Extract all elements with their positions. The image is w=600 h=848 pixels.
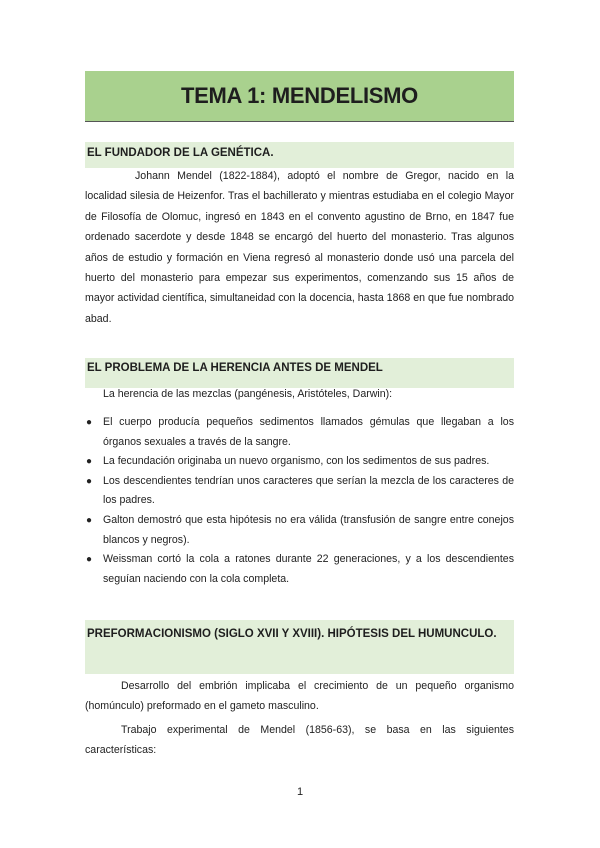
bullet-icon: ● [86, 475, 93, 487]
mendel-work-paragraph-text: Trabajo experimental de Mendel (1856-63), se basa en las siguientes características: [85, 724, 514, 757]
bullet-icon: ● [86, 514, 93, 526]
list-item [85, 413, 514, 452]
section-heading-preformationism [85, 620, 514, 674]
page-number: 1 [296, 786, 304, 798]
section-heading-founder [85, 142, 514, 168]
preformationism-paragraph [85, 676, 514, 717]
title-banner [85, 71, 514, 122]
list-item [85, 550, 514, 589]
list-item-text: Galton demostró que esta hipótesis no era válida (transfusión de sangre entre conejos blancos y negros). [103, 513, 514, 546]
list-item [85, 511, 514, 550]
list-item-text: El cuerpo producía pequeños sedimentos llamados gémulas que llegaban a los órganos sexuales a través de la sangre. [103, 416, 514, 448]
bullet-icon: ● [86, 417, 93, 428]
problem-bullet-list [85, 413, 514, 589]
section-heading-text: EL FUNDADOR DE LA GENÉTICA. [87, 147, 274, 159]
list-item-text: Los descendientes tendrían unos caracteres que serían la mezcla de los caracteres de los padres. [103, 474, 514, 507]
bullet-icon: ● [86, 554, 93, 566]
bullet-icon: ● [86, 456, 93, 468]
mendel-work-paragraph [85, 720, 514, 761]
founder-paragraph [85, 166, 514, 329]
list-item [85, 452, 514, 472]
problem-intro: La herencia de las mezclas (pangénesis, Aristóteles, Darwin): [103, 388, 393, 400]
section-heading-text: PREFORMACIONISMO (SIGLO XVII Y XVIII). HIPÓTESIS DEL HUMUNCULO. [87, 628, 497, 640]
preformationism-paragraph-text: Desarrollo del embrión implicaba el crecimiento de un pequeño organismo (homúnculo) preformado en el gameto masculino. [85, 680, 514, 713]
document-title: TEMA 1: MENDELISMO [180, 83, 418, 108]
list-item-text: Weissman cortó la cola a ratones durante 22 generaciones, y a los descendientes seguían naciendo con la cola completa. [103, 553, 514, 585]
section-heading-text: EL PROBLEMA DE LA HERENCIA ANTES DE MENDEL [87, 362, 383, 374]
list-item-text: La fecundación originaba un nuevo organismo, con los sedimentos de sus padres. [103, 455, 490, 468]
founder-paragraph-text: Johann Mendel (1822-1884), adoptó el nombre de Gregor, nacido en la localidad silesia de Heizenfor. Tras el bachillerato y mientras estudiaba en el colegio Mayor de Filosofía de Olomuc, ingresó en 1843 en el convento agustino de Brno, en 1847 fue ordenado sacerdote y desde 1848 se encargó del huerto del monasterio. Tras algunos años de estudio y formación en Viena regresó al monasterio donde usó una parcela del huerto del monasterio para empezar sus experimentos, comenzando sus 15 años de mayor actividad científica, simultaneidad con la docencia, hasta 1868 en que fue nombrado abad. [85, 170, 514, 325]
list-item [85, 472, 514, 511]
